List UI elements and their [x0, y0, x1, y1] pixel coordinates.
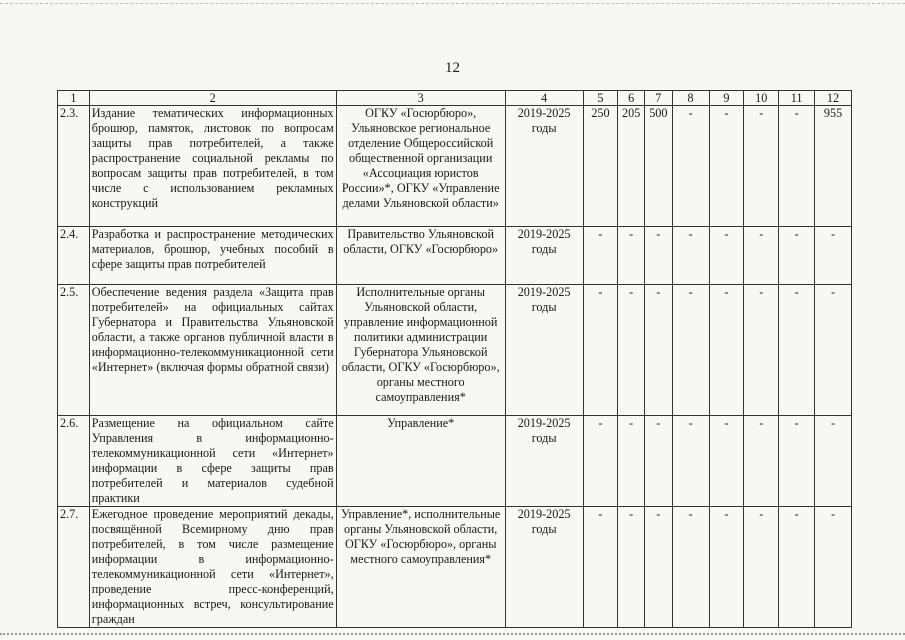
value-cell: 205 — [618, 106, 645, 227]
value-cell: - — [709, 227, 744, 285]
value-cell: - — [618, 227, 645, 285]
table-row — [58, 285, 852, 416]
value-cell: - — [583, 416, 618, 507]
column-header: 4 — [505, 91, 583, 106]
value-cell: 500 — [645, 106, 673, 227]
value-cell: - — [645, 507, 673, 628]
executors: Правительство Ульяновской области, ОГКУ «Госюрбюро» — [336, 227, 505, 285]
value-cell: - — [672, 106, 709, 227]
activity-description: Разработка и распространение методических материалов, брошюр, учебных пособий в сфере защиты прав потребителей — [89, 227, 336, 285]
activity-description: Обеспечение ведения раздела «Защита прав потребителей» на официальных сайтах Губернатора и Правительства Ульяновской области, а также органов публичной власти в информационно-телекоммуникационной сети «Интернет» (включая формы обратной связи) — [89, 285, 336, 416]
value-cell: - — [709, 416, 744, 507]
row-number: 2.5. — [58, 285, 90, 416]
column-header: 9 — [709, 91, 744, 106]
table-row — [58, 507, 852, 628]
executors: ОГКУ «Госюрбюро», Ульяновское региональное отделение Общероссийской общественной организации «Ассоциация юристов России»*, ОГКУ «Управление делами Ульяновской области» — [336, 106, 505, 227]
value-cell: - — [583, 507, 618, 628]
executors: Исполнительные органы Ульяновской области, управление информационной политики администрации Губернатора Ульяновской области, ОГКУ «Госюрбюро», органы местного самоуправления* — [336, 285, 505, 416]
table-header-row — [58, 91, 852, 106]
row-number: 2.3. — [58, 106, 90, 227]
column-header: 12 — [815, 91, 852, 106]
value-cell: - — [744, 227, 779, 285]
activity-description: Ежегодное проведение мероприятий декады, посвящённой Всемирному дню прав потребителей, в том числе размещение информации в информационно-телекоммуникационной сети «Интернет», проведение пресс-конференций, информационных встреч, консультирование граждан — [89, 507, 336, 628]
value-cell: - — [779, 416, 815, 507]
program-table — [57, 90, 852, 628]
value-cell: - — [779, 106, 815, 227]
column-header: 10 — [744, 91, 779, 106]
value-cell: - — [583, 227, 618, 285]
value-cell: - — [815, 416, 852, 507]
value-cell: - — [645, 285, 673, 416]
period: 2019-2025 годы — [505, 106, 583, 227]
value-cell: - — [779, 285, 815, 416]
scan-edge-top — [0, 3, 905, 5]
page-number: 12 — [445, 60, 460, 76]
value-cell: - — [709, 285, 744, 416]
value-cell: - — [645, 227, 673, 285]
value-cell: - — [779, 227, 815, 285]
value-cell: - — [709, 507, 744, 628]
column-header: 8 — [672, 91, 709, 106]
value-cell: - — [744, 285, 779, 416]
activity-description: Издание тематических информационных брошюр, памяток, листовок по вопросам защиты прав потребителей, а также распространение социальной рекламы по вопросам защиты прав потребителей, в том числе с использованием рекламных конструкций — [89, 106, 336, 227]
column-header: 3 — [336, 91, 505, 106]
period: 2019-2025 годы — [505, 416, 583, 507]
value-cell: - — [583, 285, 618, 416]
value-cell: - — [709, 106, 744, 227]
row-number: 2.4. — [58, 227, 90, 285]
column-header: 1 — [58, 91, 90, 106]
value-cell: - — [672, 507, 709, 628]
value-cell: - — [744, 416, 779, 507]
row-number: 2.7. — [58, 507, 90, 628]
value-cell: 955 — [815, 106, 852, 227]
value-cell: - — [618, 416, 645, 507]
scan-edge-bottom — [0, 633, 905, 637]
period: 2019-2025 годы — [505, 285, 583, 416]
value-cell: - — [672, 227, 709, 285]
value-cell: - — [672, 416, 709, 507]
table-row — [58, 416, 852, 507]
column-header: 7 — [645, 91, 673, 106]
executors: Управление*, исполнительные органы Ульяновской области, ОГКУ «Госюрбюро», органы местного самоуправления* — [336, 507, 505, 628]
value-cell: - — [815, 285, 852, 416]
value-cell: - — [618, 285, 645, 416]
value-cell: - — [744, 507, 779, 628]
value-cell: 250 — [583, 106, 618, 227]
column-header: 2 — [89, 91, 336, 106]
table-row — [58, 227, 852, 285]
value-cell: - — [618, 507, 645, 628]
value-cell: - — [645, 416, 673, 507]
column-header: 11 — [779, 91, 815, 106]
period: 2019-2025 годы — [505, 507, 583, 628]
column-header: 5 — [583, 91, 618, 106]
table-row — [58, 106, 852, 227]
value-cell: - — [672, 285, 709, 416]
value-cell: - — [815, 227, 852, 285]
executors: Управление* — [336, 416, 505, 507]
value-cell: - — [744, 106, 779, 227]
row-number: 2.6. — [58, 416, 90, 507]
column-header: 6 — [618, 91, 645, 106]
value-cell: - — [779, 507, 815, 628]
period: 2019-2025 годы — [505, 227, 583, 285]
activity-description: Размещение на официальном сайте Управления в информационно-телекоммуникационной сети «Интернет» информации в сфере защиты прав потребителей и материалов судебной практики — [89, 416, 336, 507]
value-cell: - — [815, 507, 852, 628]
